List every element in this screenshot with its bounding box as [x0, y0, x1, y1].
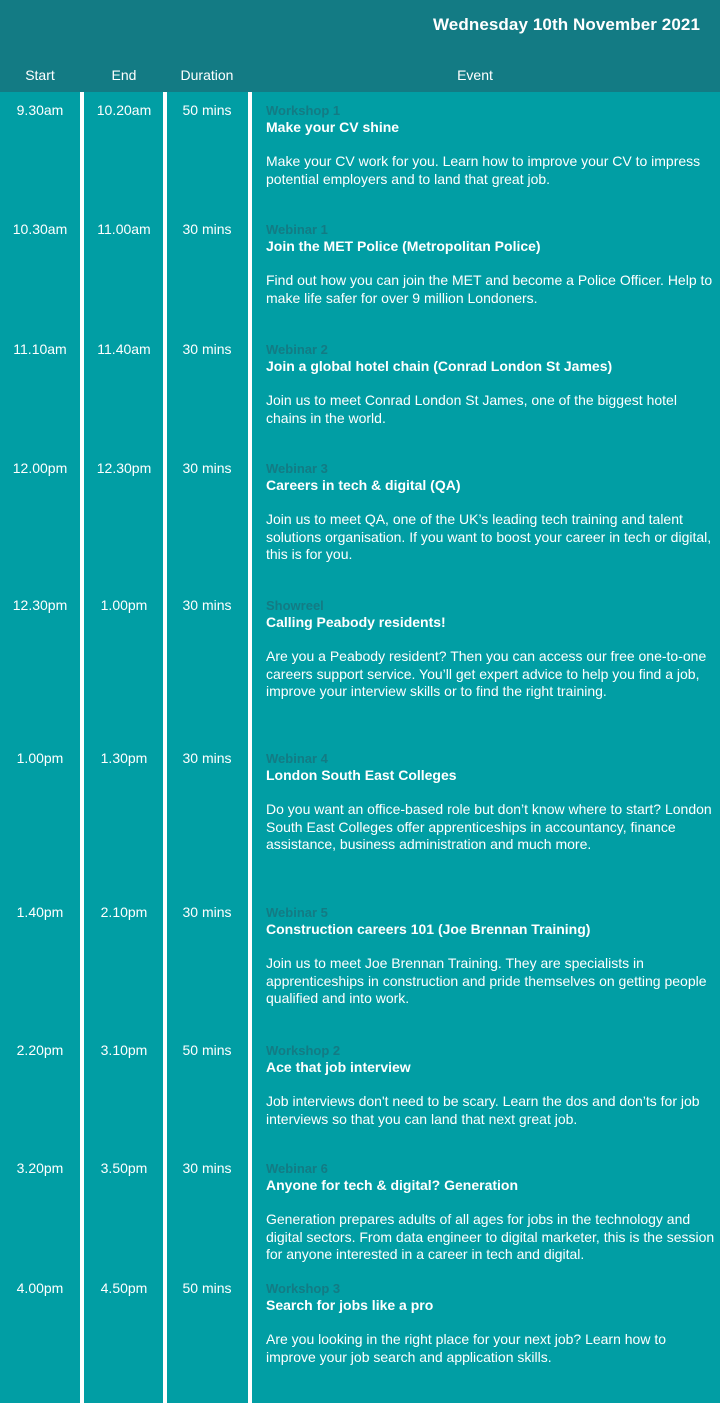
session-title: Calling Peabody residents! — [266, 614, 446, 630]
end-time: 12.30pm — [96, 460, 152, 476]
end-time: 11.40am — [97, 341, 151, 357]
start-time: 12.00pm — [12, 460, 68, 476]
session-title: Join the MET Police (Metropolitan Police) — [266, 238, 541, 254]
end-time: 10.20am — [96, 102, 152, 118]
start-time: 2.20pm — [16, 1042, 64, 1058]
session-title: Anyone for tech & digital? Generation — [266, 1177, 519, 1193]
session-description: Do you want an office-based role but don’t know where to start? London South East Colleges offer apprenticeships in accountancy, finance assistance, business administration and much more. — [266, 801, 712, 852]
event-cell — [266, 221, 716, 307]
session-type: Workshop 2 — [266, 1043, 341, 1058]
session-title: Construction careers 101 (Joe Brennan Training) — [266, 921, 591, 937]
session-title: London South East Colleges — [266, 767, 457, 783]
session-type: Workshop 3 — [266, 1281, 341, 1296]
end-time: 3.50pm — [100, 1160, 148, 1176]
duration: 50 mins — [182, 1042, 232, 1058]
session-description: Make your CV work for you. Learn how to improve your CV to impress potential employers and to land that great job. — [266, 153, 701, 187]
duration: 30 mins — [182, 221, 232, 237]
end-time: 1.00pm — [100, 597, 148, 613]
duration: 30 mins — [182, 460, 232, 476]
session-description: Join us to meet QA, one of the UK’s leading tech training and talent solutions organisation. If you want to boost your career in tech or digital, this is for you. — [266, 511, 712, 562]
event-cell — [266, 750, 716, 854]
session-type: Webinar 2 — [266, 342, 328, 357]
event-cell — [266, 1160, 716, 1264]
event-date: Wednesday 10th November 2021 — [432, 15, 700, 34]
duration: 30 mins — [182, 750, 232, 766]
column-divider — [248, 92, 252, 1403]
session-description: Are you a Peabody resident? Then you can access our free one-to-one careers support service. You’ll get expert advice to help you find a job, improve your interview skills or to find the right training. — [266, 648, 707, 699]
session-title: Make your CV shine — [266, 119, 400, 135]
event-cell — [266, 597, 716, 701]
duration: 30 mins — [182, 597, 232, 613]
end-time: 4.50pm — [100, 1280, 148, 1296]
event-cell — [266, 460, 716, 564]
column-header-start: Start — [25, 67, 55, 83]
start-time: 1.40pm — [16, 904, 64, 920]
start-time: 1.00pm — [16, 750, 64, 766]
session-type: Workshop 1 — [266, 103, 341, 118]
column-header-duration: Duration — [180, 67, 234, 83]
header-bar — [0, 0, 720, 92]
column-divider — [163, 92, 167, 1403]
end-time: 1.30pm — [100, 750, 148, 766]
start-time: 4.00pm — [16, 1280, 64, 1296]
session-title: Ace that job interview — [266, 1059, 411, 1075]
duration: 50 mins — [182, 1280, 232, 1296]
event-cell — [266, 1280, 716, 1366]
duration: 50 mins — [182, 102, 232, 118]
column-header-end: End — [111, 67, 137, 83]
duration: 30 mins — [182, 1160, 232, 1176]
session-description: Join us to meet Conrad London St James, one of the biggest hotel chains in the world. — [266, 392, 677, 426]
duration: 30 mins — [182, 904, 232, 920]
start-time: 3.20pm — [16, 1160, 64, 1176]
end-time: 11.00am — [97, 221, 151, 237]
event-cell — [266, 1042, 716, 1128]
column-header-event: Event — [457, 67, 493, 83]
session-description: Are you looking in the right place for your next job? Learn how to improve your job search and application skills. — [266, 1331, 667, 1365]
end-time: 3.10pm — [100, 1042, 148, 1058]
event-cell — [266, 102, 716, 188]
start-time: 10.30am — [12, 221, 68, 237]
session-description: Job interviews don't need to be scary. Learn the dos and don’ts for job interviews so that you can land that next great job. — [266, 1093, 700, 1127]
session-type: Webinar 4 — [266, 751, 328, 766]
event-cell — [266, 341, 716, 427]
session-title: Search for jobs like a pro — [266, 1297, 434, 1313]
event-cell — [266, 904, 716, 1008]
column-divider — [80, 92, 84, 1403]
session-type: Showreel — [266, 598, 324, 613]
session-title: Join a global hotel chain (Conrad London St James) — [266, 358, 613, 374]
session-type: Webinar 6 — [266, 1161, 328, 1176]
duration: 30 mins — [182, 341, 232, 357]
session-description: Generation prepares adults of all ages for jobs in the technology and digital sectors. From data engineer to digital marketer, this is the session for anyone interested in a career in tech and digital. — [266, 1211, 715, 1262]
session-title: Careers in tech & digital (QA) — [266, 477, 461, 493]
session-type: Webinar 5 — [266, 905, 328, 920]
session-description: Join us to meet Joe Brennan Training. They are specialists in apprenticeships in construction and pride themselves on getting people qualified and into work. — [266, 955, 707, 1006]
session-type: Webinar 3 — [266, 461, 328, 476]
session-type: Webinar 1 — [266, 222, 328, 237]
start-time: 9.30am — [16, 102, 64, 118]
session-description: Find out how you can join the MET and become a Police Officer. Help to make life safer for over 9 million Londoners. — [266, 272, 713, 306]
start-time: 11.10am — [13, 341, 67, 357]
start-time: 12.30pm — [12, 597, 68, 613]
end-time: 2.10pm — [100, 904, 148, 920]
